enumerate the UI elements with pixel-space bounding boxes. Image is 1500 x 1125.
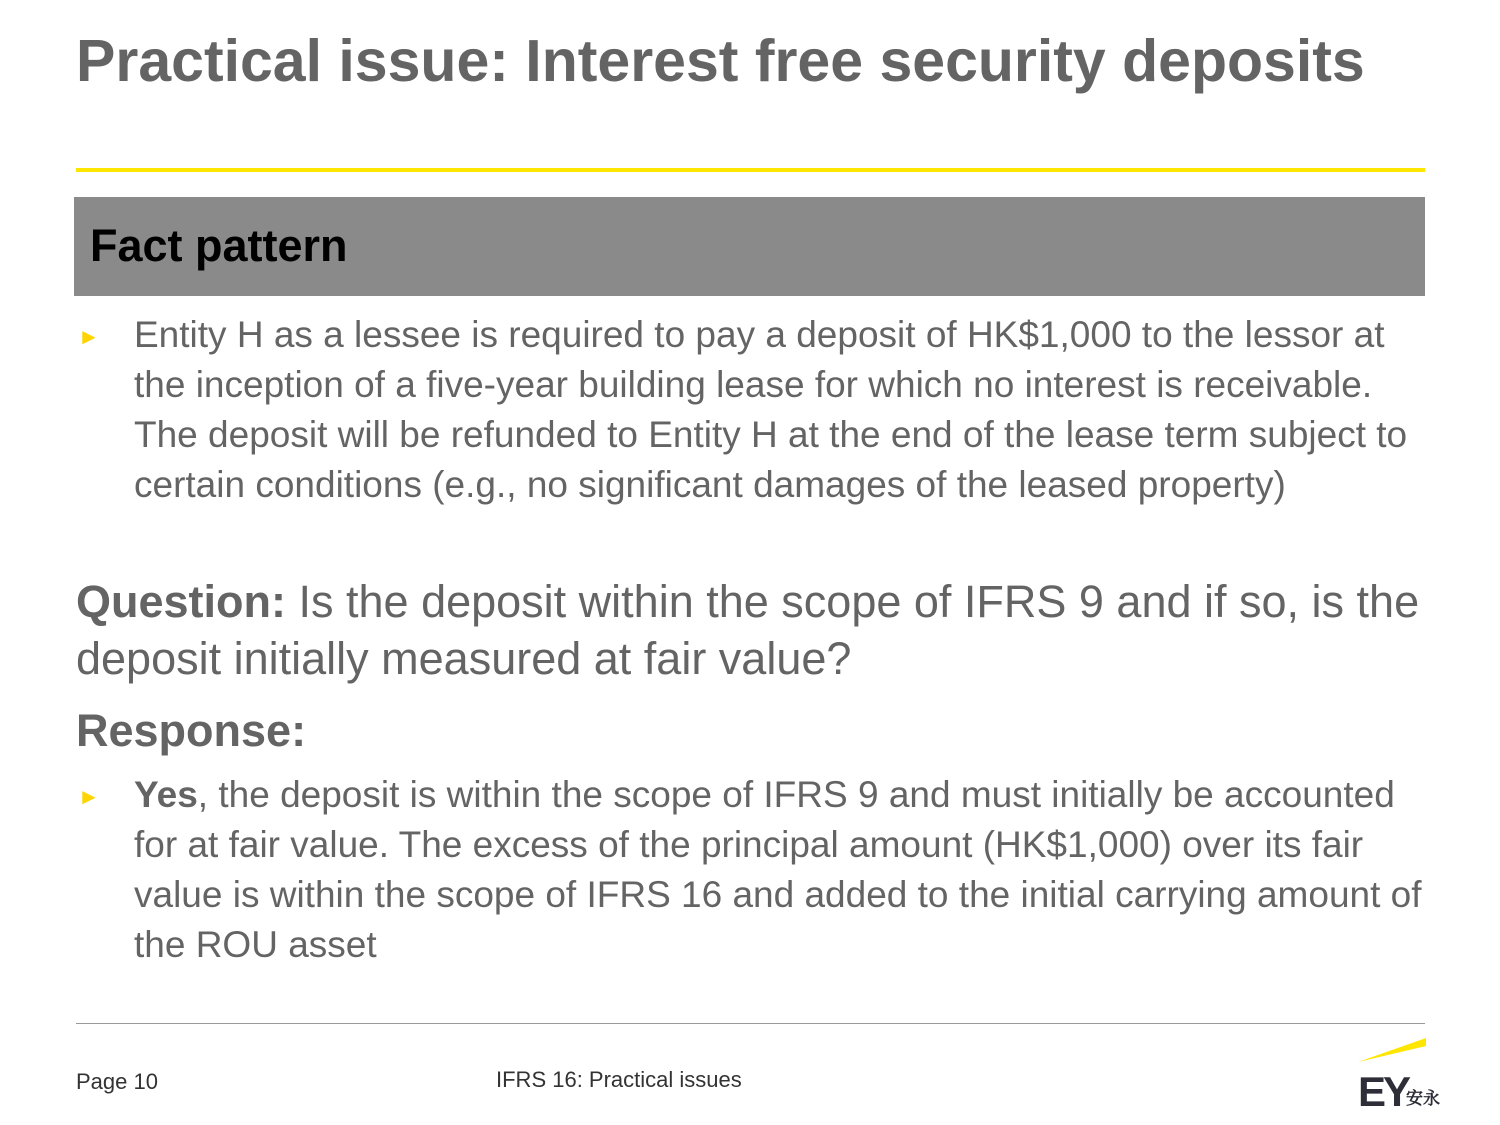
footer-title: IFRS 16: Practical issues bbox=[496, 1067, 742, 1092]
page-number: Page 10 bbox=[76, 1069, 158, 1094]
footer-divider bbox=[76, 1023, 1425, 1024]
fact-pattern-text: Entity H as a lessee is required to pay a deposit of HK$1,000 to the lessor at the inception of a five-year building lease for which no interest is receivable. The deposit will be refunded to Entity H at the end of the lease term subject to certain conditions (e.g., no significant damages of the leased property) bbox=[134, 314, 1408, 505]
question-label: Question: bbox=[76, 576, 286, 627]
ey-logo-mark: EY bbox=[1358, 1068, 1409, 1108]
fact-pattern-header bbox=[74, 197, 1425, 296]
title-underline bbox=[76, 168, 1425, 172]
ey-logo-beam bbox=[1358, 1038, 1426, 1062]
response-label: Response: bbox=[76, 705, 307, 756]
triangle-right-icon: ► bbox=[78, 324, 100, 349]
triangle-right-icon: ► bbox=[78, 784, 100, 809]
question-block bbox=[76, 573, 1426, 687]
response-lead: Yes bbox=[134, 774, 198, 815]
response-text bbox=[134, 770, 1424, 970]
ey-logo-cn: 安永 bbox=[1406, 1089, 1440, 1108]
question-text: Is the deposit within the scope of IFRS 9 and if so, is the deposit initially measured at fair value? bbox=[76, 576, 1420, 684]
response-body: , the deposit is within the scope of IFRS 9 and must initially be accounted for at fair value. The excess of the principal amount (HK$1,000) over its fair value is within the scope of IFRS 16 and added to the initial carrying amount of the ROU asset bbox=[134, 774, 1422, 965]
fact-pattern-heading: Fact pattern bbox=[90, 220, 348, 271]
slide-title: Practical issue: Interest free security deposits bbox=[76, 28, 1365, 94]
ey-logo bbox=[1356, 1036, 1446, 1108]
